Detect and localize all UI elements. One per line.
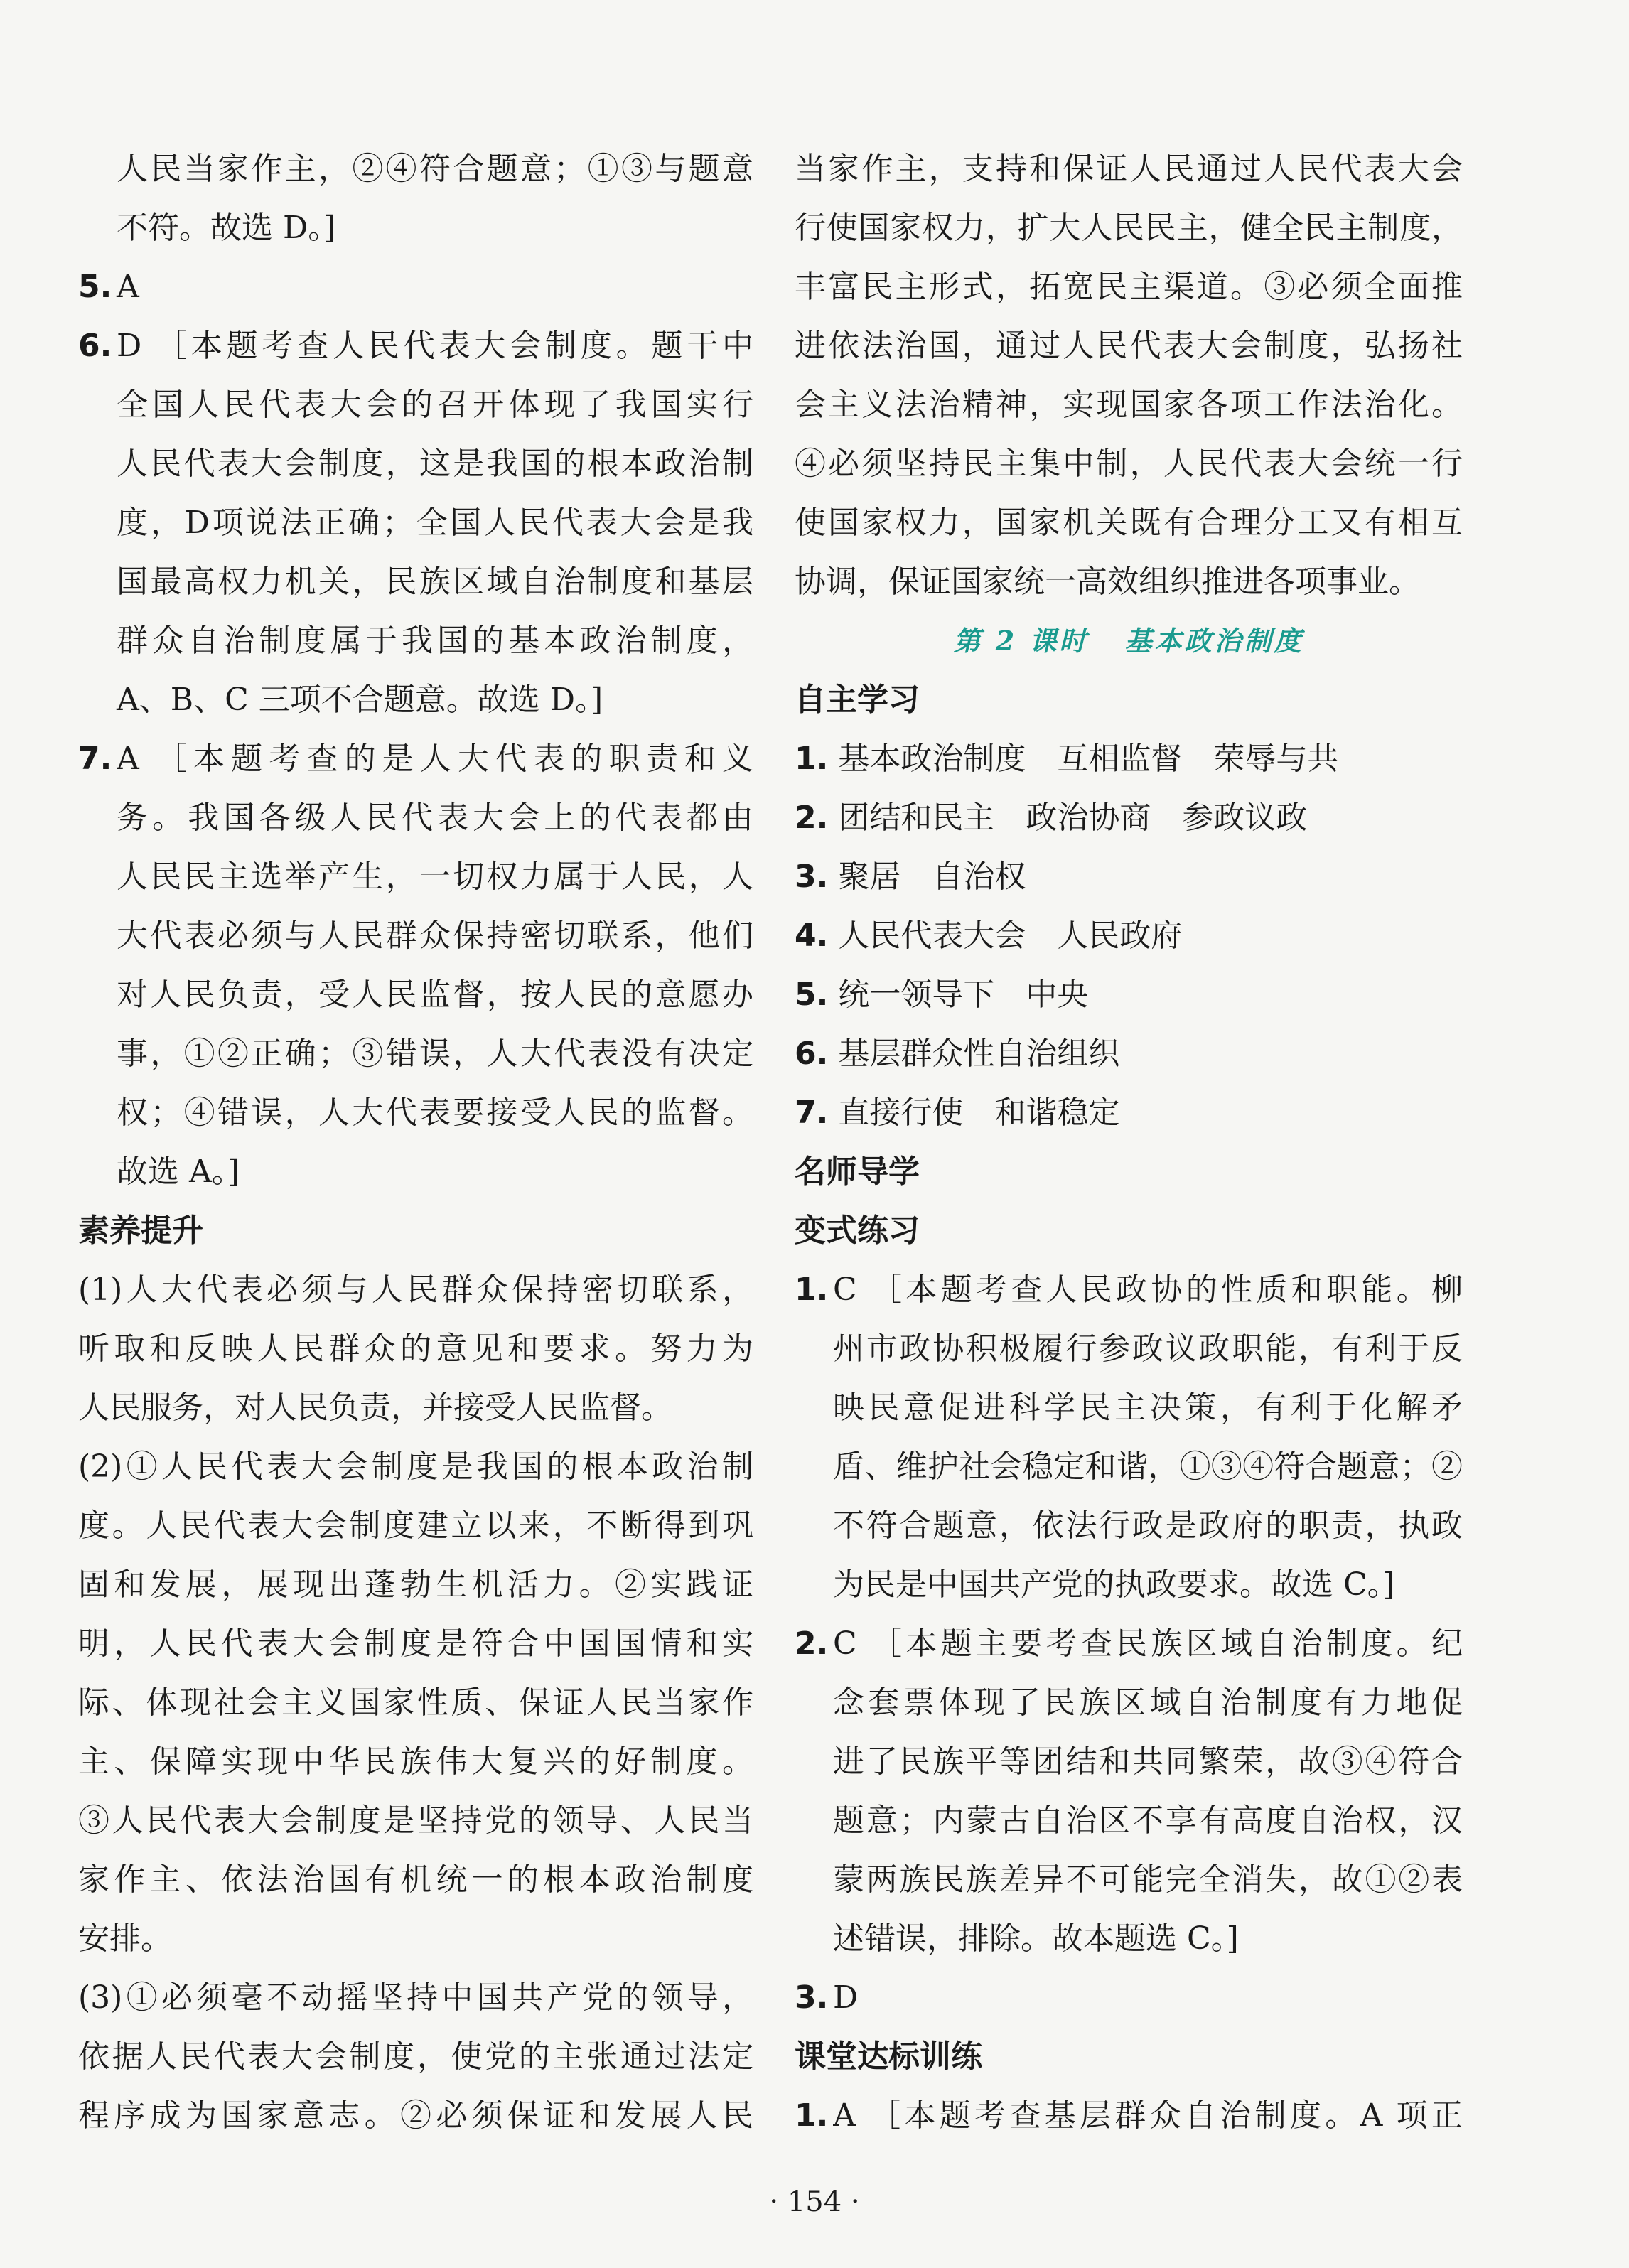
list-item — [795, 788, 1463, 847]
text-line: 务。我国各级人民代表大会上的代表都由 — [117, 800, 753, 836]
text-line: 对人民负责，受人民监督，按人民的意愿办 — [117, 977, 753, 1013]
text-line: A、B、C 三项不合题意。故选 D。] — [117, 682, 603, 718]
text-line: 听取和反映人民群众的意见和要求。努力为 — [78, 1331, 753, 1367]
text-line: 程序成为国家意志。②必须保证和发展人民 — [78, 2097, 753, 2134]
text-line: 际、体现社会主义国家性质、保证人民当家作 — [78, 1684, 753, 1721]
text-line: 映民意促进科学民主决策，有利于化解矛 — [833, 1390, 1463, 1426]
item-number: 2. — [795, 800, 829, 836]
item-text: 基本政治制度 互相监督 荣辱与共 — [838, 741, 1339, 777]
text-line: 固和发展，展现出蓬勃生机活力。②实践证 — [78, 1566, 753, 1603]
text-line: ③人民代表大会制度是坚持党的领导、人民当 — [78, 1802, 753, 1839]
text-line: 人民当家作主，②④符合题意；①③与题意 — [117, 151, 753, 187]
text-line: 家作主、依法治国有机统一的根本政治制度 — [78, 1861, 753, 1898]
text-line: 人民代表大会制度，这是我国的根本政治制 — [117, 446, 753, 482]
text-line: 念套票体现了民族区域自治制度有力地促 — [833, 1684, 1463, 1721]
text-line: 群众自治制度属于我国的基本政治制度， — [117, 623, 753, 659]
text-line: 为民是中国共产党的执政要求。故选 C。] — [833, 1566, 1395, 1603]
section-heading-mingshi: 名师导学 — [795, 1154, 920, 1190]
answer-item-7 — [78, 729, 753, 788]
text-line: 人民服务，对人民负责，并接受人民监督。 — [78, 1390, 672, 1426]
text-line: 使国家权力，国家机关既有合理分工又有相互 — [795, 505, 1463, 541]
item-text: A ［本题考查的是人大代表的职责和义 — [117, 741, 753, 777]
text-line: 协调，保证国家统一高效组织推进各项事业。 — [795, 564, 1420, 600]
item-number: 6. — [78, 328, 112, 364]
item-text: D — [833, 1979, 859, 2016]
text-line: (1)人大代表必须与人民群众保持密切联系， — [78, 1272, 753, 1308]
text-line: 题意；内蒙古自治区不享有高度自治权，汉 — [833, 1802, 1463, 1839]
list-item — [795, 965, 1463, 1024]
item-text: 人民代表大会 人民政府 — [838, 918, 1183, 954]
item-number: 3. — [795, 1979, 829, 2016]
item-text: A ［本题考查基层群众自治制度。A 项正 — [833, 2097, 1463, 2134]
text-line: 权；④错误，人大代表要接受人民的监督。 — [117, 1095, 753, 1131]
item-number: 6. — [795, 1036, 829, 1072]
text-line: 国最高权力机关，民族区域自治制度和基层 — [117, 564, 753, 600]
section-heading-zizhu: 自主学习 — [795, 682, 920, 718]
item-text: C ［本题主要考查民族区域自治制度。纪 — [833, 1625, 1463, 1662]
text-line: 进了民族平等团结和共同繁荣，故③④符合 — [833, 1743, 1463, 1780]
text-line: 盾、维护社会稳定和谐，①③④符合题意；② — [833, 1449, 1463, 1485]
text-line: 全国人民代表大会的召开体现了我国实行 — [117, 387, 753, 423]
text-line: 度。人民代表大会制度建立以来，不断得到巩 — [78, 1507, 753, 1544]
item-number: 2. — [795, 1625, 829, 1662]
text-line: 行使国家权力，扩大人民民主，健全民主制度， — [795, 210, 1463, 246]
answer-item-k1 — [795, 2086, 1463, 2145]
item-number: 4. — [795, 918, 829, 954]
item-text: 团结和民主 政治协商 参政议政 — [838, 800, 1308, 836]
page-number: · 154 · — [769, 2186, 860, 2218]
text-line: 主、保障实现中华民族伟大复兴的好制度。 — [78, 1743, 753, 1780]
text-line: 州市政协积极履行参政议政职能，有利于反 — [833, 1331, 1463, 1367]
text-line: 蒙两族民族差异不可能完全消失，故①②表 — [833, 1861, 1463, 1898]
text-line: 大代表必须与人民群众保持密切联系，他们 — [117, 918, 753, 954]
item-number: 5. — [795, 977, 829, 1013]
text-line: 依据人民代表大会制度，使党的主张通过法定 — [78, 2038, 753, 2075]
answer-item-6 — [78, 316, 753, 375]
text-line: 丰富民主形式，拓宽民主渠道。③必须全面推 — [795, 269, 1463, 305]
text-line: 明，人民代表大会制度是符合中国国情和实 — [78, 1625, 753, 1662]
text-line: ④必须坚持民主集中制，人民代表大会统一行 — [795, 446, 1463, 482]
item-text: 统一领导下 中央 — [838, 977, 1089, 1013]
text-line: 当家作主，支持和保证人民通过人民代表大会 — [795, 151, 1463, 187]
text-line: 不符合题意，依法行政是政府的职责，执政 — [833, 1507, 1463, 1544]
text-line: 安排。 — [78, 1920, 172, 1957]
section-heading-bianshi: 变式练习 — [795, 1213, 920, 1249]
item-number: 1. — [795, 2097, 829, 2134]
right-column — [795, 139, 1463, 2145]
text-line: (3)①必须毫不动摇坚持中国共产党的领导， — [78, 1979, 753, 2016]
answer-item-5 — [78, 257, 753, 316]
lesson-number: 第 2 课时 — [953, 625, 1090, 657]
item-text: A — [117, 269, 139, 305]
text-line: 故选 A。] — [117, 1154, 240, 1190]
item-text: C ［本题考查人民政协的性质和职能。柳 — [833, 1272, 1463, 1308]
list-item — [795, 729, 1463, 788]
text-line: 度，D项说法正确；全国人民代表大会是我 — [117, 505, 753, 541]
lesson-topic: 基本政治制度 — [1124, 625, 1304, 657]
item-number: 5. — [78, 269, 112, 305]
text-line: 不符。故选 D。] — [117, 210, 336, 246]
list-item — [795, 847, 1463, 906]
text-line: 述错误，排除。故本题选 C。] — [833, 1920, 1239, 1957]
item-number: 1. — [795, 741, 829, 777]
list-item — [795, 1024, 1463, 1083]
item-number: 7. — [78, 741, 112, 777]
item-number: 7. — [795, 1095, 829, 1131]
item-text: 聚居 自治权 — [838, 859, 1026, 895]
item-text: D ［本题考查人民代表大会制度。题干中 — [117, 328, 753, 364]
left-column — [78, 139, 753, 2145]
text-line: 会主义法治精神，实现国家各项工作法治化。 — [795, 387, 1463, 423]
list-item — [795, 1083, 1463, 1142]
item-number: 1. — [795, 1272, 829, 1308]
text-line: 事，①②正确；③错误，人大代表没有决定 — [117, 1036, 753, 1072]
section-heading-suyang: 素养提升 — [78, 1213, 203, 1249]
answer-item-b3 — [795, 1968, 1463, 2027]
lesson-title — [795, 611, 1463, 670]
answer-item-b2 — [795, 1614, 1463, 1673]
answer-item-b1 — [795, 1260, 1463, 1319]
item-number: 3. — [795, 859, 829, 895]
text-line: (2)①人民代表大会制度是我国的根本政治制 — [78, 1449, 753, 1485]
item-text: 基层群众性自治组织 — [838, 1036, 1120, 1072]
text-line: 人民民主选举产生，一切权力属于人民，人 — [117, 859, 753, 895]
item-text: 直接行使 和谐稳定 — [838, 1095, 1120, 1131]
text-line: 进依法治国，通过人民代表大会制度，弘扬社 — [795, 328, 1463, 364]
section-heading-ketang: 课堂达标训练 — [795, 2038, 982, 2075]
list-item — [795, 906, 1463, 965]
